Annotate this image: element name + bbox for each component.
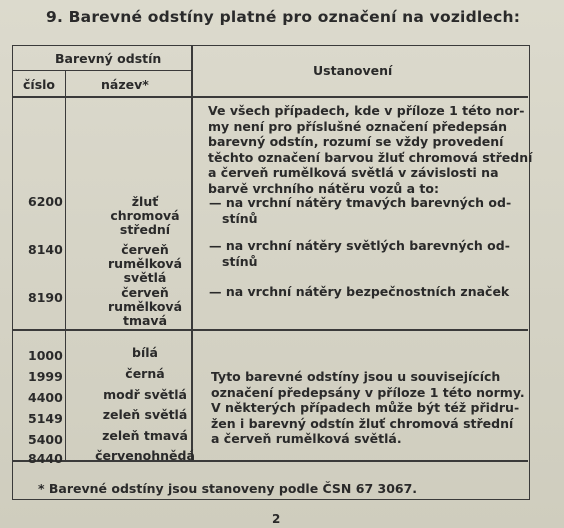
header-provision: Ustanovení — [313, 63, 393, 78]
header-divider-group — [13, 70, 191, 71]
color-name: červeň rumělková tmavá — [108, 285, 182, 328]
header-bottom-rule — [13, 96, 528, 98]
color-number: 8190 — [28, 290, 63, 305]
color-name: žluť chromová střední — [110, 194, 180, 237]
group-divider — [13, 329, 528, 331]
provision-intro: Ve všech případech, kde v příloze 1 této nor- my není pro příslušné označení předepsán barevný odstín, rozumí se vždy provedení těchto označení barvou žluť chromová střední a červeň rumělková světlá v závislosti na barvě vrchního nátěru vozů a to: — [208, 103, 533, 196]
color-number: 1000 — [28, 348, 63, 363]
provision-group2: Tyto barevné odstíny jsou u souvisejících označení předepsány v příloze 1 této normy. V některých případech může být též přidru- žen i barevný odstín žluť chromová střední a červeň rumělková světlá. — [211, 369, 525, 446]
color-name: černá — [125, 366, 165, 381]
color-name: zeleň světlá — [102, 407, 188, 422]
column-divider-number — [65, 71, 66, 460]
footnote: * Barevné odstíny jsou stanoveny podle ČSN 67 3067. — [38, 481, 418, 496]
color-number: 6200 — [28, 194, 63, 209]
color-name: modř světlá — [103, 387, 187, 402]
provision-item: — na vrchní nátěry světlých barevných od- stínů — [209, 238, 510, 269]
color-number: 4400 — [28, 390, 63, 405]
header-number: číslo — [23, 77, 56, 92]
color-number: 5149 — [28, 411, 63, 426]
page-number: 2 — [272, 512, 281, 526]
header-color-shade: Barevný odstín — [55, 51, 162, 66]
color-number: 8140 — [28, 242, 63, 257]
color-number: 5400 — [28, 432, 63, 447]
section-heading: 9. Barevné odstíny platné pro označení na vozidlech: — [46, 8, 521, 26]
header-name: název* — [101, 77, 149, 92]
color-number: 1999 — [28, 369, 63, 384]
provision-item: — na vrchní nátěry bezpečnostních značek — [209, 284, 510, 299]
color-name: bílá — [132, 345, 158, 360]
color-number: 8440 — [28, 451, 63, 466]
color-name: červeň rumělková světlá — [108, 242, 182, 285]
provision-item: — na vrchní nátěry tmavých barevných od- stínů — [209, 195, 512, 226]
color-name: zeleň tmavá — [102, 428, 188, 443]
color-name: červenohnědá — [95, 448, 195, 463]
color-table — [12, 45, 533, 500]
